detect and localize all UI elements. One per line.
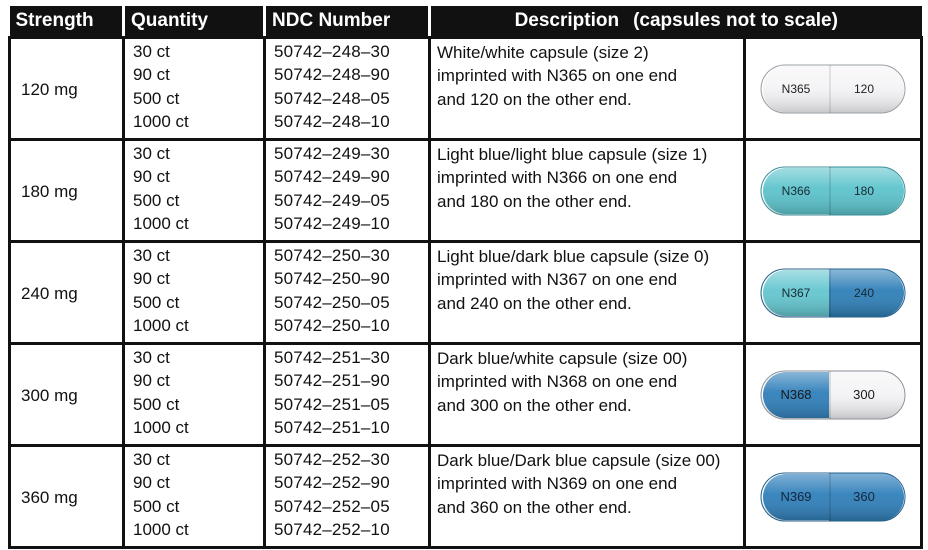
ndc-value: 50742–250–30 (274, 246, 390, 265)
ndc-value: 50742–252–90 (274, 473, 390, 493)
capsule-imprint-right: 180 (853, 183, 875, 198)
capsule-image (760, 63, 906, 115)
table-row (10, 242, 922, 344)
quantity-value: 1000 ct (133, 316, 189, 336)
capsule-imprint-left: N368 (780, 386, 812, 402)
capsule-image-cell (745, 344, 922, 446)
ndc-value: 50742–249–30 (274, 144, 390, 163)
capsule-image-cell (745, 38, 922, 140)
ndc-value: 50742–252–10 (274, 520, 390, 540)
capsule-image (760, 471, 906, 523)
capsule-image-cell (745, 140, 922, 242)
strength-cell: 180 mg (10, 140, 124, 242)
description-cell (430, 344, 745, 446)
capsule-imprint-right: 240 (853, 285, 875, 300)
capsule-image (760, 165, 906, 217)
description-line: and 300 on the other end. (437, 395, 632, 415)
quantity-value: 500 ct (133, 496, 180, 516)
ndc-value: 50742–248–10 (274, 112, 390, 132)
quantity-value: 500 ct (133, 190, 180, 210)
quantity-value: 90 ct (133, 473, 170, 493)
header-description-label: Description (514, 10, 620, 31)
quantity-value: 30 ct (133, 246, 170, 265)
quantity-value: 90 ct (133, 65, 170, 85)
quantity-value: 90 ct (133, 371, 170, 391)
description-line: Light blue/dark blue capsule (size 0) (437, 247, 710, 266)
quantity-value: 30 ct (133, 348, 170, 367)
quantity-value: 500 ct (133, 292, 180, 312)
quantity-value: 30 ct (133, 144, 170, 163)
quantity-value: 1000 ct (133, 214, 189, 234)
description-line: and 360 on the other end. (437, 497, 632, 517)
capsule-image (760, 267, 906, 319)
description-line: Light blue/light blue capsule (size 1) (437, 145, 708, 164)
quantity-cell (124, 38, 265, 140)
capsule-image-cell (745, 446, 922, 548)
ndc-value: 50742–251–30 (274, 348, 390, 367)
description-cell (430, 140, 745, 242)
description-line: imprinted with N369 on one end (437, 474, 678, 494)
quantity-value: 500 ct (133, 88, 180, 108)
quantity-cell (124, 446, 265, 548)
description-line: and 240 on the other end. (437, 293, 632, 313)
ndc-value: 50742–252–30 (274, 450, 390, 469)
quantity-value: 1000 ct (133, 418, 189, 438)
quantity-value: 90 ct (133, 167, 170, 187)
capsule-imprint-left: N367 (781, 285, 811, 300)
header-quantity: Quantity (124, 6, 265, 38)
capsule-image (760, 369, 906, 421)
description-line: imprinted with N367 on one end (437, 270, 678, 290)
ndc-cell (265, 140, 430, 242)
description-line: White/white capsule (size 2) (437, 43, 649, 62)
quantity-cell (124, 242, 265, 344)
table-row (10, 38, 922, 140)
description-cell (430, 242, 745, 344)
description-line: imprinted with N368 on one end (437, 372, 678, 392)
ndc-value: 50742–250–10 (274, 316, 390, 336)
table-row (10, 446, 922, 548)
description-line: Dark blue/Dark blue capsule (size 00) (437, 451, 721, 470)
ndc-value: 50742–248–05 (274, 88, 390, 108)
capsule-imprint-right: 300 (853, 386, 875, 402)
header-strength: Strength (10, 6, 124, 38)
ndc-cell (265, 242, 430, 344)
description-line: imprinted with N366 on one end (437, 168, 678, 188)
capsule-imprint-left: N366 (781, 183, 811, 198)
capsule-imprint-left: N365 (781, 81, 811, 96)
ndc-value: 50742–248–90 (274, 65, 390, 85)
description-line: imprinted with N365 on one end (437, 66, 678, 86)
capsule-image-cell (745, 242, 922, 344)
table-row (10, 140, 922, 242)
ndc-value: 50742–251–90 (274, 371, 390, 391)
capsule-imprint-left: N369 (780, 488, 812, 504)
strength-cell: 300 mg (10, 344, 124, 446)
header-description (430, 6, 922, 38)
ndc-value: 50742–252–05 (274, 496, 390, 516)
ndc-value: 50742–249–05 (274, 190, 390, 210)
quantity-value: 500 ct (133, 394, 180, 414)
strength-cell: 120 mg (10, 38, 124, 140)
ndc-value: 50742–251–05 (274, 394, 390, 414)
quantity-value: 30 ct (133, 450, 170, 469)
ndc-cell (265, 446, 430, 548)
quantity-value: 1000 ct (133, 520, 189, 540)
ndc-value: 50742–251–10 (274, 418, 390, 438)
ndc-value: 50742–249–90 (274, 167, 390, 187)
description-line: and 180 on the other end. (437, 191, 632, 211)
strength-cell: 240 mg (10, 242, 124, 344)
capsule-imprint-right: 360 (853, 488, 875, 504)
quantity-cell (124, 140, 265, 242)
product-table-container (8, 6, 920, 542)
ndc-cell (265, 38, 430, 140)
description-cell (430, 38, 745, 140)
ndc-value: 50742–250–05 (274, 292, 390, 312)
quantity-value: 30 ct (133, 42, 170, 61)
description-line: Dark blue/white capsule (size 00) (437, 349, 688, 368)
header-row (10, 6, 922, 38)
capsule-product-table (8, 6, 923, 549)
ndc-value: 50742–249–10 (274, 214, 390, 234)
ndc-value: 50742–250–90 (274, 269, 390, 289)
quantity-cell (124, 344, 265, 446)
header-description-note: (capsules not to scale) (633, 10, 838, 31)
quantity-value: 1000 ct (133, 112, 189, 132)
capsule-imprint-right: 120 (853, 81, 875, 96)
ndc-cell (265, 344, 430, 446)
quantity-value: 90 ct (133, 269, 170, 289)
table-row (10, 344, 922, 446)
strength-cell: 360 mg (10, 446, 124, 548)
header-ndc-number: NDC Number (265, 6, 430, 38)
description-line: and 120 on the other end. (437, 89, 632, 109)
ndc-value: 50742–248–30 (274, 42, 390, 61)
description-cell (430, 446, 745, 548)
